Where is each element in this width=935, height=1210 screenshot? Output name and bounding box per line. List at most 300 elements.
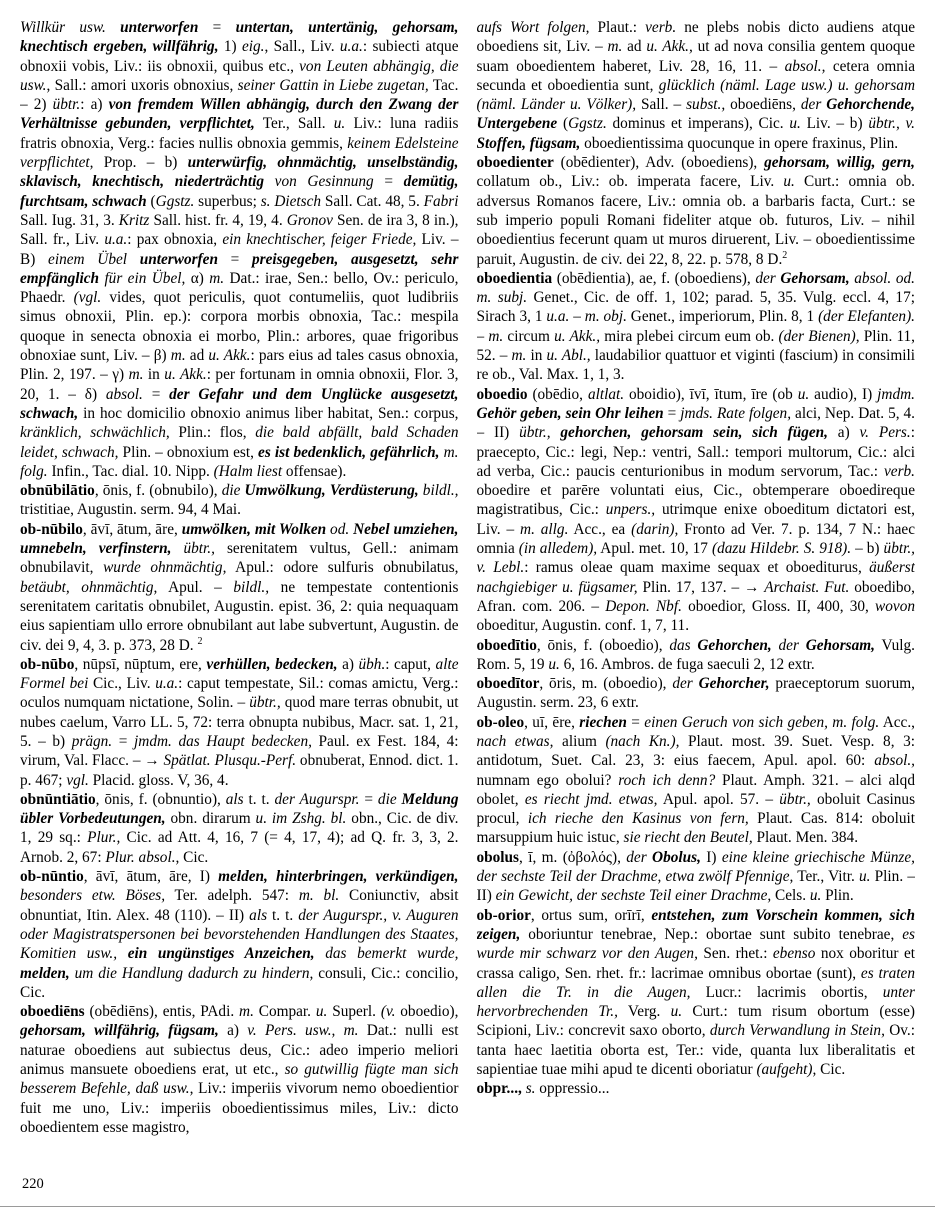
text-segment: : a) bbox=[80, 96, 109, 114]
text-segment: unterworfen bbox=[120, 19, 199, 36]
text-segment: ein Gewicht, der sechste Teil einer Drachme, bbox=[495, 887, 772, 905]
text-segment: jmdm. das Haupt bedecken, bbox=[134, 732, 312, 750]
text-segment: m. bbox=[170, 347, 186, 365]
text-segment: Spätlat. Plusqu.-Perf. bbox=[163, 752, 297, 770]
text-segment: : per fortunam in omnia obnoxii, Flor. 3, 20, 1. – δ) bbox=[20, 366, 459, 403]
text-segment: – bbox=[569, 308, 585, 326]
text-segment: Apul.: odore sulfuris obnubilatus, bbox=[226, 559, 459, 577]
text-segment: oboedītio bbox=[476, 636, 537, 654]
text-segment: durch Verwandlung in Stein, bbox=[709, 1022, 885, 1040]
text-segment: unterwürfig, ohnmächtig, unselbständig, sklavisch, knechtisch, niederträchtig bbox=[20, 154, 459, 191]
text-segment: obn., Cic. de div. 1, 29 sq.: bbox=[20, 810, 459, 847]
entry-oboedienter bbox=[477, 153, 916, 269]
text-segment: einem Übel bbox=[48, 250, 128, 268]
text-segment: Plur., bbox=[87, 829, 121, 847]
text-segment: Infin., Tac. dial. 10. Nipp. bbox=[47, 462, 214, 480]
text-segment: – bbox=[476, 327, 489, 345]
text-segment: , ōris, m. (oboedio), bbox=[539, 675, 673, 693]
text-segment: Dat.: irae, Sen.: bello, Ov.: periculo, Phaedr. bbox=[20, 269, 459, 307]
text-segment: m. allg. bbox=[520, 520, 569, 538]
text-segment: u. Akk. bbox=[208, 347, 251, 365]
text-segment: (darin), bbox=[631, 520, 679, 538]
text-segment: 6, 16. Ambros. de fuga saeculi 2, 12 extr. bbox=[559, 655, 815, 673]
text-segment: cetera omnia secunda et oboedientia sunt, bbox=[476, 57, 915, 94]
text-segment: m. bbox=[488, 327, 504, 345]
text-segment: Plaut. Amph. 321. – alci alqd obolet, bbox=[476, 771, 915, 808]
text-segment: der bbox=[626, 848, 647, 866]
text-segment: a) bbox=[337, 655, 359, 673]
text-segment: Plaut. Cas. 814: oboluit marsuppium huic istuc, bbox=[476, 810, 915, 847]
text-segment: Sen. rhet.: bbox=[697, 945, 773, 963]
text-segment: Sall. – bbox=[636, 96, 687, 114]
text-segment: u.a. bbox=[546, 308, 570, 326]
text-segment: aufs Wort folgen, bbox=[476, 19, 590, 36]
text-segment: melden, bbox=[20, 964, 70, 982]
text-segment: ( bbox=[557, 115, 569, 133]
text-segment: Apul. met. 10, 17 bbox=[597, 540, 712, 558]
text-segment: superbus; bbox=[194, 192, 261, 210]
text-segment: α) bbox=[185, 269, 210, 287]
text-segment: s. Dietsch bbox=[260, 192, 322, 210]
text-segment: Ggstz. bbox=[155, 192, 195, 210]
text-segment: Plin. bbox=[821, 887, 854, 905]
text-segment: Cic. bbox=[179, 848, 209, 866]
text-segment: es traten allen die Tr. in die Augen, bbox=[476, 964, 915, 1001]
text-segment: besonders etw. Böses, bbox=[20, 887, 166, 905]
text-segment: m. bbox=[607, 38, 623, 56]
text-segment: : caput tempestate, Sil.: comas amictu, Verg.: oculos numquam nictatione, Solin. – bbox=[20, 675, 459, 712]
text-segment: : subiecti atque obnoxii vobis, Liv.: iis obnoxii, quibus etc., bbox=[20, 38, 459, 75]
text-segment: m. folg. bbox=[20, 443, 459, 480]
entry-obolus bbox=[477, 848, 916, 906]
text-segment: alium bbox=[553, 732, 606, 750]
text-segment: Plin. – II) bbox=[476, 868, 915, 905]
text-segment: Plin. 17, 137. – → bbox=[637, 578, 765, 596]
text-segment: ob-oleo bbox=[476, 713, 525, 731]
text-segment: Genet., Cic. de off. 1, 102; parad. 5, 35. Vulg. eccl. 4, 17; Sirach 3, 1 bbox=[476, 289, 915, 326]
text-segment: oboedire et parēre voluntati eius, Cic., obtemperare oboedireque magistratibus, Cic.: bbox=[476, 482, 915, 519]
text-segment: = bbox=[112, 732, 135, 750]
text-segment: glücklich (näml. Lage usw.) u. gehorsam (näml. Länder u. Völker), bbox=[476, 76, 915, 114]
right-column bbox=[477, 18, 916, 1168]
text-segment: Apul. apol. 57. – bbox=[657, 790, 780, 808]
entry-obnoxius-continuation bbox=[20, 18, 459, 481]
text-segment: Archaist. Fut. bbox=[764, 578, 850, 596]
text-segment: (in alledem), bbox=[518, 540, 598, 558]
text-segment: jmdm. bbox=[877, 385, 915, 403]
text-segment: entstehen, zum Vorschein kommen, sich zeigen, bbox=[476, 906, 915, 943]
text-segment: ad bbox=[622, 38, 647, 56]
text-segment: Fronto ad Ver. 7. p. 134, 7 N.: haec omnia bbox=[476, 520, 915, 558]
text-segment: = bbox=[373, 173, 404, 191]
text-segment: laudabilior quattuor et viginti (fascium) in consimili re ob., Val. Max. 1, 1, 3. bbox=[476, 347, 915, 384]
text-segment: prägn. bbox=[71, 732, 113, 750]
text-segment: = bbox=[217, 250, 253, 268]
entry-obpr bbox=[477, 1079, 916, 1098]
text-segment: nach etwas, bbox=[476, 732, 554, 750]
text-segment: (obēdienter), Adv. (oboediens), bbox=[553, 154, 765, 172]
text-segment: melden, hinterbringen, verkündigen, bbox=[218, 868, 459, 886]
text-segment bbox=[551, 424, 561, 441]
text-segment: utrimque enixe oboeditum dictatori est, Liv. – bbox=[476, 501, 915, 538]
text-segment: , ortus sum, orīrī, bbox=[530, 906, 652, 924]
text-segment: oboluit Casinus procul, bbox=[476, 790, 915, 828]
entry-ob-nubilo bbox=[20, 520, 459, 655]
text-segment: ob-nūbilo bbox=[20, 520, 83, 538]
text-segment: es wurde mir schwarz vor den Augen, bbox=[476, 925, 915, 963]
text-segment: ein knechtischer, feiger Friede, bbox=[222, 231, 417, 249]
text-segment: umwölken, mit Wolken bbox=[181, 520, 327, 538]
text-segment: oboeditur, Augustin. conf. 1, 7, 11. bbox=[476, 617, 690, 635]
text-segment: Curt.: omnia ob. adversus Romanos facere, Liv.: omnia ob. a barbaris facta, Curt.: se sub imperio populi Romani fideliter atque ob. futuros, Liv. – nihil oboedientius fecerunt quam ut muros diruerent, Liv. – oboedientissime paruit, Augustin. de civ. dei 22, 8, 22. p. 578, 8 D. bbox=[476, 173, 915, 268]
text-segment: (nach Kn.), bbox=[605, 732, 680, 750]
text-segment: m. bbox=[209, 269, 225, 287]
text-segment: in hoc domicilio obnoxio animus liber habitat, Sen.: corpus, bbox=[78, 404, 459, 422]
text-segment: m. bbox=[128, 366, 144, 384]
text-segment: consuli, Cic.: concilio, Cic. bbox=[20, 964, 459, 1001]
text-segment: u. im Zshg. bl. bbox=[255, 810, 347, 828]
text-segment: demütig, furchtsam, schwach bbox=[20, 173, 459, 210]
text-segment: bildl., bbox=[422, 482, 459, 500]
text-segment: Nebel umziehen, umnebeln, verfinstern, bbox=[20, 520, 459, 558]
text-segment bbox=[315, 945, 326, 962]
text-segment: 1) bbox=[218, 38, 242, 56]
text-segment: m. bl. bbox=[298, 887, 340, 905]
text-segment: Placid. gloss. V, 36, 4. bbox=[88, 771, 229, 789]
text-segment: kränklich, schwächlich, bbox=[20, 424, 170, 442]
text-segment: subst., bbox=[686, 96, 726, 114]
text-segment: a) bbox=[218, 1022, 248, 1040]
text-segment: oboedientissima quocunque in opere fraxinus, Plin. bbox=[580, 134, 899, 152]
text-segment: Acc., bbox=[879, 713, 915, 731]
text-segment: oboedior, Gloss. II, 400, 30, bbox=[681, 597, 876, 615]
text-segment: Plin. – obnoxium est, bbox=[118, 443, 259, 461]
text-segment: wovon bbox=[875, 597, 915, 615]
text-segment: oboedibo, Afran. com. 206. – bbox=[476, 578, 915, 615]
text-segment: übtr. bbox=[52, 96, 81, 114]
entry-ob-nubo bbox=[20, 655, 459, 790]
text-segment: von fremdem Willen abhängig, durch den Zwang der Verhältnisse gebunden, verpflichtet, bbox=[20, 96, 459, 133]
text-segment: u. bbox=[670, 1003, 683, 1021]
text-segment: , ōnis, f. (obnubilo), bbox=[94, 482, 222, 500]
text-segment: gehorchen, gehorsam sein, sich fügen, bbox=[560, 424, 828, 442]
text-segment: die bbox=[377, 790, 397, 808]
text-segment: , ōnis, f. (oboedio), bbox=[536, 636, 670, 654]
text-segment: a) bbox=[827, 424, 860, 442]
text-segment: oboedītor bbox=[476, 675, 540, 693]
text-segment: in bbox=[143, 366, 165, 384]
text-segment: Sall. hist. fr. 4, 19, 4. bbox=[149, 211, 287, 229]
text-segment: oboedientia bbox=[476, 269, 553, 287]
text-segment: ne plebs nobis dicto audiens atque oboediens sit, Liv. – bbox=[476, 19, 915, 56]
text-segment: Liv. – b) bbox=[800, 115, 869, 133]
text-segment: u. Akk., bbox=[646, 38, 693, 56]
text-segment: (obēdientia), ae, f. (oboediens), bbox=[552, 269, 756, 287]
text-segment: (Halm liest bbox=[213, 462, 283, 480]
text-segment: Plin. 11, 52. – bbox=[476, 327, 915, 365]
text-segment: alte Formel bei bbox=[20, 655, 459, 693]
text-segment: Genet., imperiorum, Plin. 8, 1 bbox=[626, 308, 819, 326]
text-segment: das bemerkt wurde, bbox=[325, 945, 459, 963]
text-segment: oboediēns bbox=[20, 1003, 85, 1021]
text-segment: Ter. adelph. 547: bbox=[165, 887, 299, 905]
text-segment: u. Akk., bbox=[554, 327, 601, 345]
text-segment: Sall. Iug. 31, 3. bbox=[20, 211, 119, 229]
text-segment: Liv.: luna radiis fratris obnoxia, Verg.: facies nullis obnoxia gemmis, bbox=[20, 115, 459, 152]
text-segment: , Sall.: amori uxoris obnoxius, bbox=[46, 76, 238, 94]
text-segment: der bbox=[672, 675, 693, 693]
text-columns bbox=[20, 18, 915, 1168]
text-segment: übtr., bbox=[519, 424, 551, 442]
text-segment: Verg. bbox=[617, 1003, 671, 1021]
text-segment: seiner Gattin in Liebe zugetan, bbox=[237, 76, 429, 94]
text-segment: Umwölkung, Verdüsterung, bbox=[244, 482, 419, 500]
text-segment: übtr., bbox=[183, 540, 215, 558]
text-segment: eine kleine griechische Münze, der sechste Teil der Drachme, etwa zwölf Pfennige, bbox=[476, 848, 915, 886]
text-segment: roch ich denn? bbox=[618, 771, 716, 789]
text-segment bbox=[127, 251, 140, 268]
text-segment: oboedienter bbox=[476, 154, 554, 172]
text-segment: Gehorchende, Untergebene bbox=[476, 96, 915, 133]
text-segment bbox=[772, 637, 779, 654]
text-segment: u.a. bbox=[339, 38, 363, 56]
text-segment: praeceptorum suorum, Augustin. serm. 23, 6 extr. bbox=[476, 675, 915, 712]
text-segment: , ī, m. (ὀβολός), bbox=[519, 848, 627, 866]
text-segment: Ter., Vitr. bbox=[793, 868, 859, 886]
text-segment: Fabri bbox=[423, 192, 459, 210]
text-segment: übtr., bbox=[779, 790, 811, 808]
text-segment: Plur. absol., bbox=[105, 848, 180, 866]
text-segment: v. Pers. usw., m. bbox=[247, 1022, 359, 1040]
text-segment: (dazu Hildebr. S. 918). bbox=[711, 540, 852, 558]
text-segment: = bbox=[359, 790, 378, 808]
text-segment: Sall. Cat. 48, 5. bbox=[321, 192, 424, 210]
entry-ob-nuntio bbox=[20, 867, 459, 1002]
text-segment: Plaut. most. 39. Suet. Vesp. 8, 3: antidotum, Suet. Cal. 23, 3: eius faecem, Apul. apol. 60: bbox=[476, 732, 915, 770]
entry-oboediens-continuation bbox=[477, 18, 916, 153]
text-segment: = bbox=[142, 385, 170, 403]
text-segment: als bbox=[249, 906, 268, 924]
text-segment: untertan, untertänig, gehorsam, knechtisch ergeben, willfährig, bbox=[20, 19, 459, 56]
text-segment: von Leuten abhängig, die usw. bbox=[20, 57, 459, 94]
text-segment: betäubt, ohnmächtig, bbox=[20, 578, 158, 596]
text-segment: gehorsam, willfährig, fügsam, bbox=[20, 1022, 219, 1040]
text-segment: (obēdio, bbox=[527, 385, 588, 403]
text-segment: t. t. bbox=[267, 906, 299, 924]
text-segment: es riecht jmd. etwas, bbox=[524, 790, 658, 808]
text-segment: (der Bienen), bbox=[778, 327, 860, 345]
text-segment: absol. od. m. subj. bbox=[476, 269, 915, 307]
text-segment: u. Abl., bbox=[546, 347, 591, 365]
text-segment: (vgl. bbox=[73, 289, 102, 307]
text-segment: der bbox=[800, 96, 822, 114]
text-segment: u. Akk. bbox=[164, 366, 207, 384]
entry-obnuntiatio bbox=[20, 790, 459, 867]
text-segment: Compar. bbox=[253, 1003, 316, 1021]
text-segment: unterworfen bbox=[139, 250, 218, 268]
text-segment: (v. bbox=[380, 1003, 396, 1021]
text-segment: ( bbox=[146, 192, 156, 210]
text-segment: : caput, bbox=[385, 655, 436, 673]
text-segment: u. bbox=[333, 115, 346, 133]
entry-obnubilatio bbox=[20, 481, 459, 520]
text-segment: 2 bbox=[782, 249, 788, 261]
text-segment: obnūbilātio bbox=[20, 482, 95, 500]
text-segment: , nūpsī, nūptum, ere, bbox=[74, 655, 207, 673]
text-segment: wurde ohnmächtig, bbox=[103, 559, 227, 577]
text-segment: ich rieche den Kasinus von fern, bbox=[527, 810, 749, 828]
left-column bbox=[20, 18, 459, 1168]
text-segment: collatum ob., Liv.: ob. imperata facere, Liv. bbox=[476, 173, 784, 191]
text-segment: verb. bbox=[883, 462, 915, 480]
text-segment: u. bbox=[783, 173, 795, 191]
text-segment: Lucr.: lacrimis obortis, bbox=[690, 983, 883, 1001]
text-segment: obnuberat, Ennod. dict. 1. p. 467; bbox=[20, 752, 459, 789]
text-segment: Superl. bbox=[327, 1003, 381, 1021]
text-segment: Plaut.: bbox=[589, 19, 646, 36]
text-segment: der Augurspr. bbox=[274, 790, 360, 808]
text-segment: audio), I) bbox=[809, 385, 878, 403]
text-segment: altlat. bbox=[587, 385, 625, 403]
text-segment: = bbox=[626, 713, 645, 731]
text-segment: sie riecht den Beutel, bbox=[623, 829, 753, 847]
text-segment: als bbox=[225, 790, 244, 808]
text-segment: vgl. bbox=[66, 771, 89, 789]
text-segment: Kritz bbox=[118, 211, 150, 229]
text-segment: oboediēns, bbox=[725, 96, 801, 114]
text-segment: Cic. bbox=[816, 1061, 846, 1079]
text-segment: der Gefahr und dem Unglücke ausgesetzt, schwach, bbox=[20, 385, 459, 422]
text-segment: jmds. Rate folgen, bbox=[680, 404, 792, 422]
text-segment: (der Elefanten). bbox=[818, 308, 915, 326]
text-segment: so gutwillig fügte man sich besserem Befehle, daß usw., bbox=[20, 1061, 459, 1098]
text-segment: u. bbox=[797, 385, 810, 403]
text-segment: Willkür usw. bbox=[20, 19, 121, 36]
text-segment: dominus et imperans), Cic. bbox=[606, 115, 790, 133]
text-segment: der bbox=[778, 636, 799, 654]
text-segment: 2 bbox=[197, 635, 203, 647]
text-segment: um die Handlung dadurch zu hindern, bbox=[74, 964, 314, 982]
text-segment: Sen. de ira 3, 8 in.), Sall. fr., Liv. bbox=[20, 211, 459, 249]
text-segment: übh. bbox=[358, 655, 386, 673]
text-segment: der bbox=[755, 269, 776, 287]
text-segment: Acc., ea bbox=[568, 520, 632, 538]
text-segment: oboidio), īvī, ītum, īre (ob bbox=[624, 385, 798, 403]
text-segment: übtr., v. bbox=[868, 115, 915, 133]
text-segment: s. bbox=[525, 1080, 536, 1098]
text-segment: von Gesinnung bbox=[264, 173, 374, 191]
entry-oboedientia bbox=[477, 269, 916, 385]
text-segment: u. bbox=[315, 1003, 328, 1021]
text-segment: verb. bbox=[645, 19, 677, 36]
text-segment: oboedio bbox=[476, 385, 528, 403]
text-segment: u. bbox=[809, 887, 822, 905]
text-segment: äußerst nachgiebiger u. fügsamer, bbox=[476, 559, 915, 596]
text-segment bbox=[171, 540, 183, 557]
entry-ob-orior bbox=[477, 906, 916, 1080]
text-segment: u.a. bbox=[155, 675, 179, 693]
text-segment: , Sall., Liv. bbox=[264, 38, 340, 56]
text-segment: ob-orior bbox=[476, 906, 531, 924]
text-segment: = bbox=[663, 404, 681, 422]
text-segment: verhüllen, bedecken, bbox=[206, 655, 338, 673]
text-segment: Stoffen, fügsam, bbox=[476, 134, 581, 152]
text-segment: t. t. bbox=[243, 790, 275, 808]
text-segment: ob-nūbo bbox=[20, 655, 75, 673]
text-segment: Cic., Liv. bbox=[88, 675, 156, 693]
text-segment: oboedio), bbox=[395, 1003, 459, 1021]
entry-ob-oleo bbox=[477, 713, 916, 848]
text-segment: nox oboritur et crassa caligo, Sen. rhet. fr.: lacrimae omnibus obortae (sunt), bbox=[476, 945, 915, 982]
text-segment: Curt.: tum risum obortum (esse) Scipioni, Liv.: concrevit saxo oborto, bbox=[476, 1003, 915, 1040]
entry-oboedio bbox=[477, 385, 916, 636]
text-segment: – b) bbox=[851, 540, 884, 558]
text-segment: Paul. ex Fest. 184, 4: virum, Val. Flacc. – → bbox=[20, 732, 459, 770]
text-segment: mira plebei circum eum ob. bbox=[600, 327, 779, 345]
text-segment: unter hervorbrechenden Tr., bbox=[476, 983, 915, 1021]
text-segment: in bbox=[526, 347, 547, 365]
text-segment: u. bbox=[789, 115, 801, 133]
text-segment: oppressio... bbox=[535, 1080, 610, 1098]
text-segment: m. obj. bbox=[584, 308, 627, 326]
text-segment: absol. bbox=[105, 385, 143, 403]
text-segment: die bbox=[221, 482, 241, 500]
text-segment: Liv.: imperiis vivorum nemo oboedientior fuit me uno, Liv.: imperiis oboedientissimus miles, Liv.: dicto oboedientem esse magistro, bbox=[20, 1080, 459, 1136]
text-segment: v. Pers. bbox=[859, 424, 911, 442]
text-segment: Prop. – b) bbox=[93, 154, 188, 172]
text-segment: Obolus, bbox=[652, 848, 701, 866]
text-segment: : pars eius ad tales casus obnoxia, Plin. 2, 197. – γ) bbox=[20, 347, 459, 384]
text-segment: : praecepto, Cic.: legi, Nep.: ventri, Sall.: tempori multorum, Cic.: alci ad verba, Cic.: paucis centurionibus in modum servorum, Tac.: bbox=[476, 424, 915, 480]
text-segment: obn. dirarum bbox=[165, 810, 256, 828]
text-segment: Gronov bbox=[286, 211, 333, 229]
text-segment: Meldung übler Vorbedeutungen, bbox=[20, 790, 459, 828]
text-segment: der Augurspr., v. Auguren oder Magistratspersonen bei bevorstehenden Handlungen des Staates, Komitien usw., bbox=[20, 906, 459, 963]
text-segment: Cic. ad Att. 4, 16, 7 (= 4, 17, 4); ad Q. fr. 3, 3, 2. Arnob. 2, 67: bbox=[20, 829, 459, 866]
text-segment bbox=[799, 637, 806, 654]
text-segment: Dat.: nulli est naturae oboediens aut subiectus deus, Cic.: adeo imperio meliori animus mansuete oboediens erat, ut etc., bbox=[20, 1022, 459, 1079]
text-segment: Ggstz. bbox=[568, 115, 607, 133]
text-segment: obnūntiātio bbox=[20, 790, 96, 808]
text-segment: absol., bbox=[784, 57, 826, 75]
text-segment: u. bbox=[548, 655, 560, 673]
text-segment: gehorsam, willig, gern, bbox=[764, 154, 915, 172]
text-segment: ebenso bbox=[772, 945, 816, 963]
text-segment: u.a. bbox=[104, 231, 128, 249]
text-segment: : pax obnoxia, bbox=[127, 231, 223, 249]
bottom-rule bbox=[0, 1206, 935, 1207]
entry-oboediens bbox=[20, 1002, 459, 1137]
text-segment: obolus bbox=[476, 848, 520, 866]
text-segment: absol., bbox=[874, 752, 915, 770]
text-segment: serenitatem vultus, Gell.: animam obnubilavit, bbox=[20, 540, 459, 577]
text-segment: = bbox=[198, 19, 236, 36]
text-segment: , āvī, ātum, āre, I) bbox=[83, 868, 219, 886]
text-segment: Liv. – B) bbox=[20, 231, 459, 268]
text-segment: keinem Edelsteine verpflichtet, bbox=[20, 134, 459, 172]
text-segment: bildl., bbox=[233, 578, 270, 596]
text-segment: preisgegeben, ausgesetzt, sehr empfänglich bbox=[20, 250, 459, 287]
text-segment: für ein Übel, bbox=[104, 269, 186, 287]
text-segment: die bald abfällt, bald Schaden leidet, schwach, bbox=[20, 424, 459, 461]
text-segment: das bbox=[669, 636, 691, 654]
text-segment: unpers., bbox=[605, 501, 656, 519]
text-segment: Plin.: flos, bbox=[169, 424, 256, 442]
text-segment: offensae). bbox=[282, 462, 347, 480]
text-segment: (obēdiēns), entis, PAdi. bbox=[84, 1003, 240, 1021]
text-segment: Tac. – 2) bbox=[20, 76, 459, 114]
text-segment: oboriuntur tenebrae, Nep.: obortae sunt subito tenebrae, bbox=[520, 925, 903, 943]
